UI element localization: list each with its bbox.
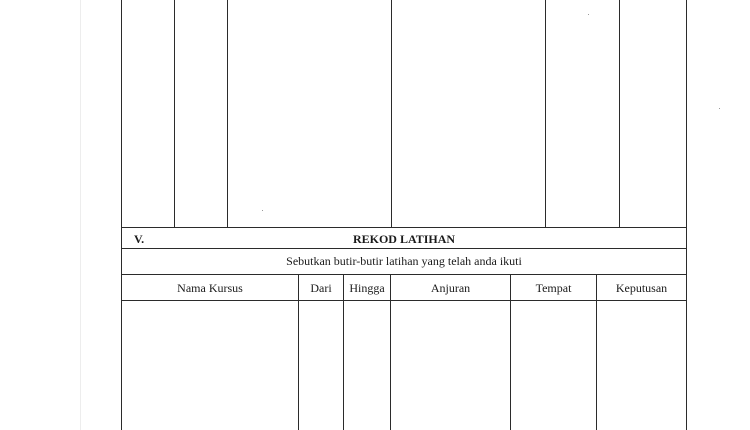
upper-table-divider (174, 0, 175, 228)
column-header-tempat: Tempat (535, 281, 572, 295)
section-title: REKOD LATIHAN (352, 232, 456, 246)
column-header-dari: Dari (310, 281, 332, 295)
instruction-rule (121, 274, 687, 275)
title-rule (121, 248, 687, 249)
page-edge (80, 0, 81, 430)
column-header-keputusan: Keputusan (615, 281, 668, 295)
section-instruction: Sebutkan butir-butir latihan yang telah anda ikuti (286, 254, 522, 268)
scan-speck (719, 108, 720, 109)
section-top-rule (121, 227, 687, 228)
section-number: V. (134, 232, 145, 246)
upper-table-divider (227, 0, 228, 228)
upper-table-divider (391, 0, 392, 228)
column-header-hingga: Hingga (349, 281, 385, 295)
scan-speck (262, 210, 263, 211)
upper-table-right-border (686, 0, 687, 228)
column-header-anjuran: Anjuran (430, 281, 471, 295)
table-body (122, 301, 686, 430)
upper-table-left-border (121, 0, 122, 228)
upper-table-divider (545, 0, 546, 228)
upper-table-divider (619, 0, 620, 228)
scan-speck (588, 14, 589, 15)
column-header-nama-kursus: Nama Kursus (177, 281, 243, 295)
